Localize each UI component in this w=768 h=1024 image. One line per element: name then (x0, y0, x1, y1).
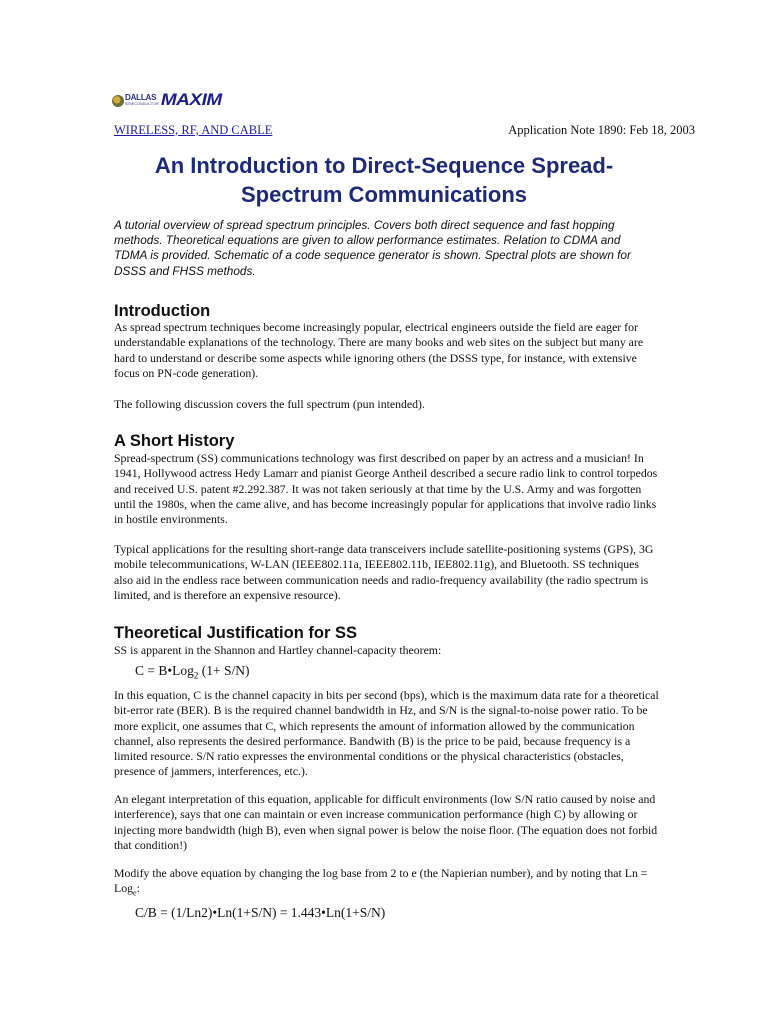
page-title: An Introduction to Direct-Sequence Spread-Spectrum Communications (154, 153, 614, 207)
heading-theoretical-justification: Theoretical Justification for SS (114, 624, 357, 642)
heading-short-history: A Short History (114, 432, 235, 450)
abstract: A tutorial overview of spread spectrum principles. Covers both direct sequence and fast hopping methods. Theoretical equations are given to allow performance estimates. Relation to CDMA and TDMA is provided. Schematic of a code sequence generator is shown. Spectral plots are shown for DSSS and FHSS methods. (114, 218, 631, 278)
category-link[interactable]: WIRELESS, RF, AND CABLE (114, 123, 273, 137)
app-note-label: Application Note 1890: Feb 18, 2003 (508, 123, 695, 137)
theory-paragraph-4: Modify the above equation by changing the log base from 2 to e (the Napierian number), and by noting that Ln = Log$_e$: (114, 866, 648, 898)
theory-paragraph-3: An elegant interpretation of this equation, applicable for difficult environments (low S/N ratio caused by noise and interference), says that one can maintain or even increase communication performance (high C) by allowing or injecting more bandwidth (high B), even when signal power is below the noise floor. (The equation does not forbid that condition!) (114, 792, 658, 852)
equation-capacity-ratio: C/B = (1/Ln2)•Ln(1+S/N) = 1.443•Ln(1+S/N) (135, 905, 386, 920)
dallas-logo-subtext: SEMICONDUCTOR (125, 102, 159, 106)
heading-introduction: Introduction (114, 302, 211, 320)
maxim-logo: MAXIM (160, 91, 222, 110)
intro-paragraph-2: The following discussion covers the full spectrum (pun intended). (114, 397, 425, 411)
intro-paragraph-1: As spread spectrum techniques become increasingly popular, electrical engineers outside the field are eager for understandable explanations of the technology. There are many books and web sites on the subject but many are hard to understand or describe some aspects while ignoring others (the DSSS type, for instance, with extensive focus on PN-code generation). (114, 320, 644, 380)
history-paragraph-2: Typical applications for the resulting short-range data transceivers include satellite-positioning systems (GPS), 3G mobile telecommunications, W-LAN (IEEE802.11a, IEEE802.11b, IEE802.11g), and Bluetooth. SS techniques also aid in the endless race between communication needs and radio-frequency availability (the radio spectrum is limited, and is therefore an expensive resource). (114, 542, 654, 602)
dallas-logo (112, 94, 159, 108)
equation-shannon-hartley: C = B•Log$_2$ (1+ S/N) (135, 663, 250, 681)
history-paragraph-1: Spread-spectrum (SS) communications technology was first described on paper by an actress and a musician! In 1941, Hollywood actress Hedy Lamarr and pianist George Antheil described a secure radio link to control torpedos and received U.S. patent #2.292.387. It was not taken seriously at that time by the U.S. Army and was forgotten until the 1980s, when the came alive, and has become increasingly popular for applications that involve radio links in hostile environments. (114, 451, 658, 527)
dallas-logo-text: DALLAS (125, 93, 157, 102)
dallas-logo-icon (112, 95, 124, 107)
dallas-maxim-logo (112, 92, 222, 110)
theory-paragraph-2: In this equation, C is the channel capacity in bits per second (bps), which is the maximum data rate for a theoretical bit-error rate (BER). B is the required channel bandwidth in Hz, and S/N is the signal-to-noise power ratio. To be more explicit, one assumes that C, which represents the amount of information allowed by the communication channel, also represents the desired performance. Bandwith (B) is the price to be paid, because frequency is a limited resource. S/N ratio expresses the environmental conditions or the physical characteristics (obstacles, presence of jammers, interferences, etc.). (114, 688, 659, 779)
theory-paragraph-1: SS is apparent in the Shannon and Hartley channel-capacity theorem: (114, 643, 442, 657)
